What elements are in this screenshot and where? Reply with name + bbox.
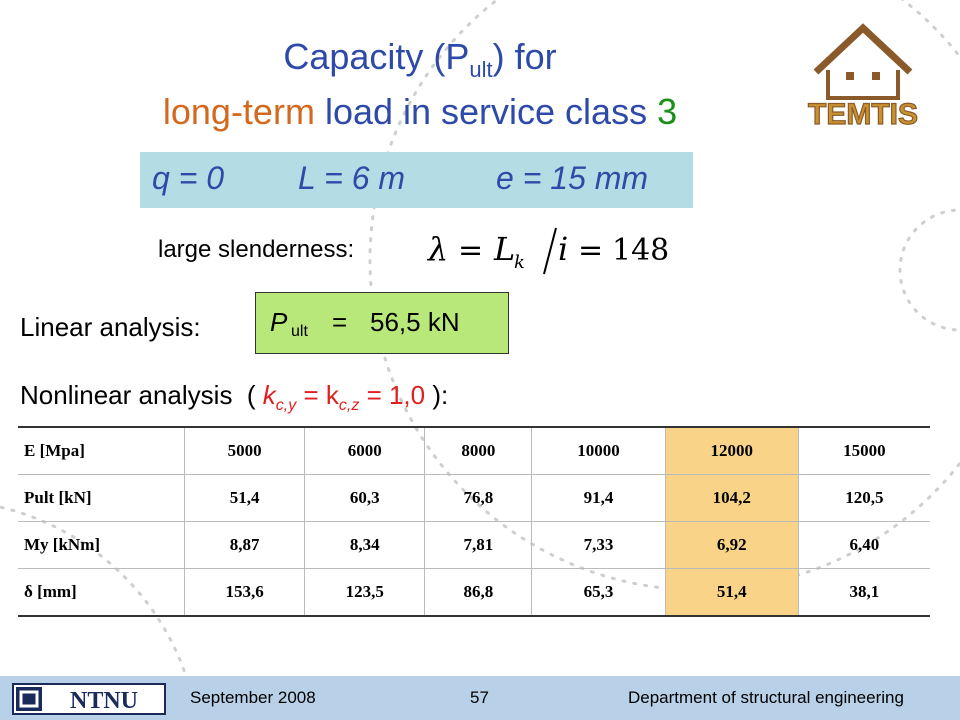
table-cell: 6000 bbox=[305, 427, 425, 475]
k-subscript: k bbox=[514, 252, 525, 273]
title-class-number: 3 bbox=[657, 91, 678, 133]
linear-result-box bbox=[255, 292, 509, 354]
k1-subscript: c,y bbox=[275, 397, 297, 415]
table-cell: 123,5 bbox=[305, 569, 425, 617]
linear-analysis-label: Linear analysis: bbox=[20, 312, 201, 342]
k2-subscript: c,z bbox=[338, 397, 360, 415]
table-cell: 65,3 bbox=[532, 569, 665, 617]
slenderness-value: 148 bbox=[612, 233, 670, 268]
temtis-logo bbox=[788, 20, 938, 130]
table-row bbox=[18, 427, 930, 475]
results-table-body bbox=[18, 427, 930, 616]
table-cell: 6,40 bbox=[798, 522, 930, 569]
param-e: e = 15 mm bbox=[496, 160, 649, 196]
table-cell: 153,6 bbox=[185, 569, 305, 617]
table-row bbox=[18, 522, 930, 569]
linear-result-value: 56,5 kN bbox=[370, 307, 460, 337]
table-cell: 60,3 bbox=[305, 475, 425, 522]
row-header: Pult [kN] bbox=[18, 475, 185, 522]
table-cell: 15000 bbox=[798, 427, 930, 475]
param-L: L = 6 m bbox=[298, 160, 406, 196]
table-cell: 51,4 bbox=[185, 475, 305, 522]
table-cell: 51,4 bbox=[665, 569, 798, 617]
ntnu-logo bbox=[12, 683, 166, 715]
row-header: E [Mpa] bbox=[18, 427, 185, 475]
table-cell: 6,92 bbox=[665, 522, 798, 569]
table-cell: 76,8 bbox=[425, 475, 532, 522]
row-header: δ [mm] bbox=[18, 569, 185, 617]
slide-title bbox=[100, 36, 740, 133]
table-cell: 38,1 bbox=[798, 569, 930, 617]
row-header: My [kNm] bbox=[18, 522, 185, 569]
lambda-symbol: λ bbox=[428, 230, 449, 268]
title-line-2 bbox=[100, 91, 740, 133]
equals-sign: = bbox=[458, 233, 484, 268]
table-cell: 7,81 bbox=[425, 522, 532, 569]
nonlinear-analysis-line bbox=[20, 380, 448, 415]
table-cell: 10000 bbox=[532, 427, 665, 475]
k-equals-1: = k bbox=[296, 380, 339, 410]
paren-close: ): bbox=[425, 380, 449, 410]
title-service-class-text: load in service class bbox=[314, 91, 658, 133]
L-symbol: L bbox=[494, 230, 516, 268]
table-cell: 120,5 bbox=[798, 475, 930, 522]
table-cell: 5000 bbox=[185, 427, 305, 475]
paren-open: ( bbox=[232, 380, 263, 410]
fraction-slash bbox=[544, 228, 556, 274]
table-cell: 8,87 bbox=[185, 522, 305, 569]
table-cell: 91,4 bbox=[532, 475, 665, 522]
table-cell: 8000 bbox=[425, 427, 532, 475]
p-symbol: P bbox=[270, 307, 288, 337]
title-text-b: ) for bbox=[492, 36, 557, 77]
slenderness-formula bbox=[424, 222, 676, 280]
param-q: q = 0 bbox=[152, 160, 225, 196]
table-cell: 104,2 bbox=[665, 475, 798, 522]
title-long-term: long-term bbox=[162, 91, 315, 133]
footer-page-number: 57 bbox=[470, 688, 489, 707]
footer-department: Department of structural engineering bbox=[628, 688, 904, 707]
table-cell: 12000 bbox=[665, 427, 798, 475]
parameter-bar bbox=[140, 152, 693, 208]
p-subscript: ult bbox=[291, 323, 308, 340]
table-cell: 8,34 bbox=[305, 522, 425, 569]
title-line-1 bbox=[100, 36, 740, 91]
title-subscript: ult bbox=[469, 57, 493, 83]
table-row bbox=[18, 569, 930, 617]
nonlinear-label: Nonlinear analysis bbox=[20, 380, 233, 410]
footer-date: September 2008 bbox=[190, 688, 316, 707]
logo-text: TEMTIS bbox=[808, 98, 918, 130]
results-table bbox=[18, 426, 930, 617]
equals-sign-2: = bbox=[578, 233, 604, 268]
k-symbol: k bbox=[262, 380, 276, 410]
table-cell: 7,33 bbox=[532, 522, 665, 569]
slenderness-label: large slenderness: bbox=[158, 236, 355, 263]
table-cell: 86,8 bbox=[425, 569, 532, 617]
i-symbol: i bbox=[558, 230, 569, 268]
table-row bbox=[18, 475, 930, 522]
k-equals-2: = 1,0 bbox=[359, 380, 426, 410]
p-equals: = bbox=[332, 307, 348, 337]
title-text-a: Capacity (P bbox=[283, 36, 470, 77]
ntnu-text: NTNU bbox=[69, 688, 139, 714]
